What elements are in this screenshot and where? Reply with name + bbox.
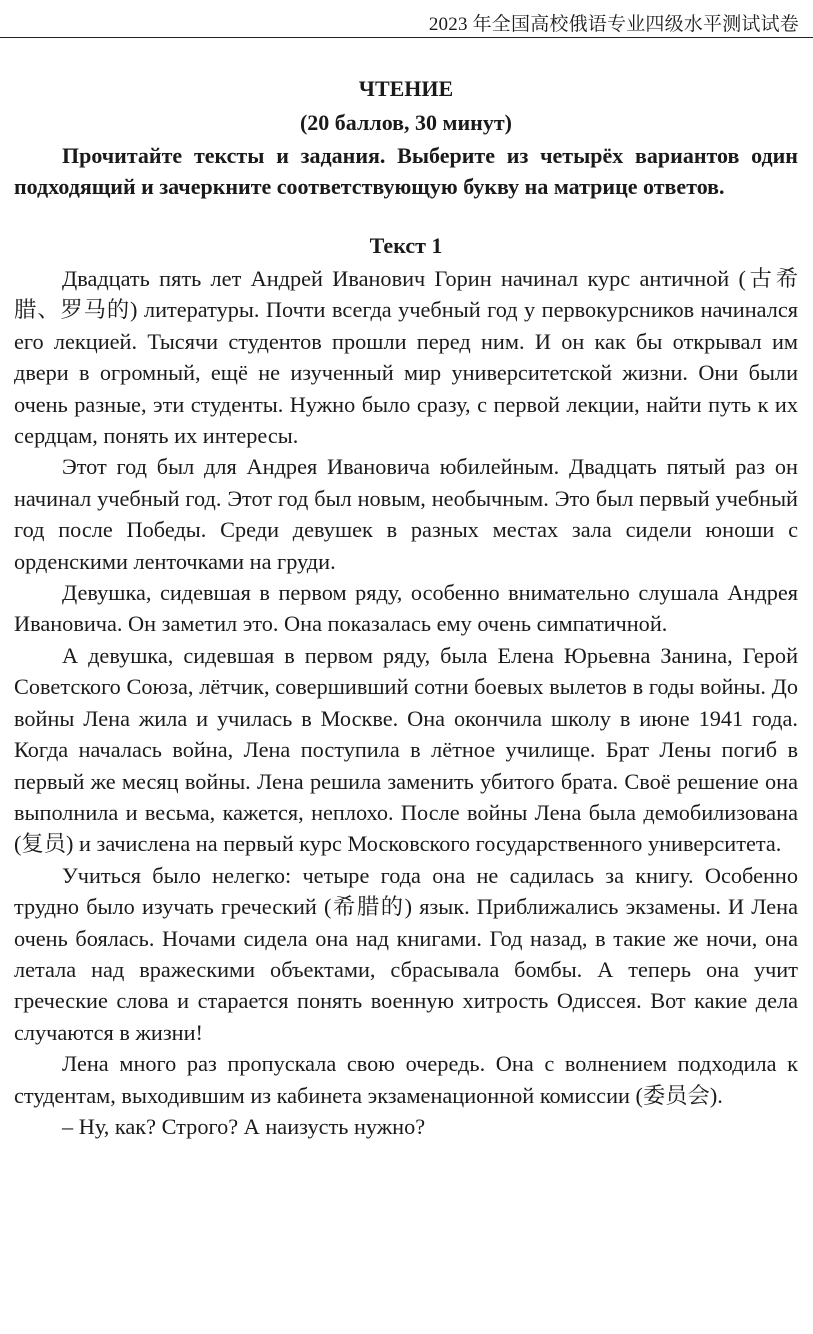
paragraph: Двадцать пять лет Андрей Иванович Горин начинал курс античной (古希腊、罗马的) литературы. Почти всегда учебный год у первокурсников начинался его лекцией. Тысячи студентов прошли перед ним. И он как бы открывал им двери в огромный, ещё не изученный мир университетской жизни. Они были очень разные, эти студенты. Нужно было сразу, с первой лекции, найти путь к их сердцам, понять их интересы. — [14, 266, 798, 449]
section-title: ЧТЕНИЕ — [358, 76, 454, 101]
section-score-time: (20 баллов, 30 минут) — [299, 110, 512, 135]
paragraph: Учиться было нелегко: четыре года она не садилась за книгу. Особенно трудно было изучать греческий (希腊的) язык. Приближались экзамены. И Лена очень боялась. Ночами сидела она над книгами. Год назад, в такие же ночи, она летала над вражескими объектами, сбрасывала бомбы. А теперь она учит греческие слова и старается понять военную хитрость Одиссея. Вот какие дела случаются в жизни! — [14, 862, 798, 1045]
paragraph: Этот год был для Андрея Ивановича юбилейным. Двадцать пятый раз он начинал учебный год. Этот год был новым, необычным. Это был первый учебный год после Победы. Среди девушек в разных местах зала сидели юноши с орденскими ленточками на груди. — [14, 454, 798, 574]
document-body — [14, 72, 798, 1142]
page-header — [0, 0, 813, 40]
header-divider — [0, 37, 813, 38]
section-instruction: Прочитайте тексты и задания. Выберите из четырёх вариантов один подходящий и зачеркните соответствующую букву на матрице ответов. — [14, 143, 798, 199]
paragraph: – Ну, как? Строго? А наизусть нужно? — [62, 1113, 426, 1139]
paragraph: А девушка, сидевшая в первом ряду, была Елена Юрьевна Занина, Герой Советского Союза, лётчик, совершивший сотни боевых вылетов в годы войны. До войны Лена жила и училась в Москве. Она окончила школу в июне 1941 года. Когда началась война, Лена поступила в лётное училище. Брат Лены погиб в первый же месяц войны. Лена решила заменить убитого брата. Своё решение она выполнила и весьма, кажется, неплохо. После войны Лена была демобилизована (复员) и зачислена на первый курс Московского государственного университета. — [14, 642, 798, 857]
exam-title: 2023 年全国高校俄语专业四级水平测试试卷 — [428, 14, 799, 35]
paragraph: Лена много раз пропускала свою очередь. Она с волнением подходила к студентам, выходившим из кабинета экзаменационной комиссии (委员会). — [14, 1051, 798, 1108]
paragraph: Девушка, сидевшая в первом ряду, особенно внимательно слушала Андрея Ивановича. Он заметил это. Она показалась ему очень симпатичной. — [14, 580, 798, 637]
text-title: Текст 1 — [369, 233, 443, 258]
